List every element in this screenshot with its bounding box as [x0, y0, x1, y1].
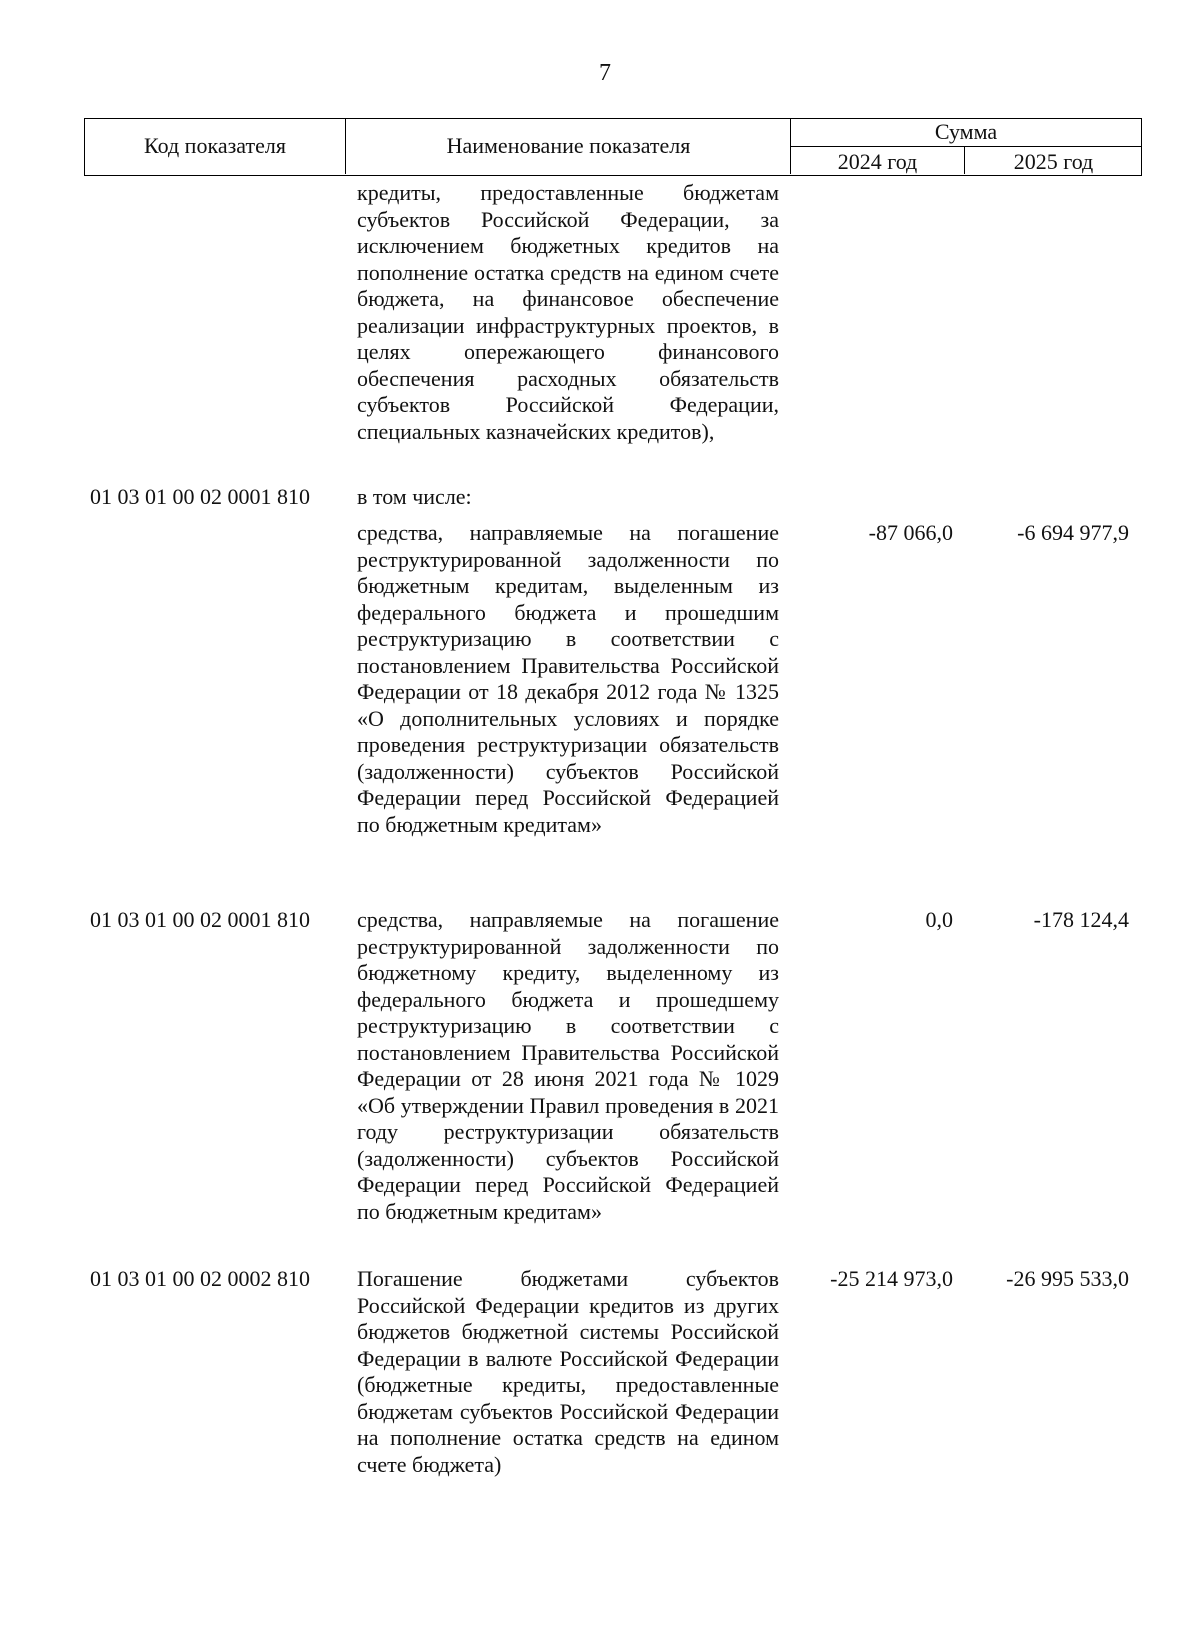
row-code: 01 03 01 00 02 0002 810 [90, 1266, 310, 1291]
header-year-2025: 2025 год [1013, 149, 1094, 174]
page-number: 7 [599, 60, 611, 86]
row-value-2025: -26 995 533,0 [1006, 1266, 1129, 1291]
header-year-2024: 2024 год [837, 149, 918, 174]
row-name: Погашение бюджетами субъектов Российской Федерации кредитов из других бюджетов бюджетной системы Российской Федерации в валюте Российской Федерации (бюджетные кредиты, предоставленные бюджетам субъектов Российской Федерации на пополнение остатка средств на едином счете бюджета) [357, 1266, 779, 1477]
row-name: средства, направляемые на погашение реструктурированной задолженности по бюджетным кредитам, выделенным из федерального бюджета и прошедшим реструктуризацию в соответствии с постановлением Правительства Российской Федерации от 18 декабря 2012 года № 1325 «О дополнительных условиях и порядке проведения реструктуризации обязательств (задолженности) субъектов Российской Федерации перед Российской Федерацией по бюджетным кредитам» [357, 520, 779, 837]
header-divider [790, 146, 1141, 147]
header-name: Наименование показателя [446, 133, 691, 158]
header-sum: Сумма [934, 119, 998, 144]
header-code: Код показателя [144, 133, 286, 158]
table-header [84, 118, 1142, 176]
row-code: 01 03 01 00 02 0001 810 [90, 907, 310, 932]
header-divider [345, 119, 346, 174]
row-value-2025: -178 124,4 [1033, 907, 1129, 932]
row-value-2024: -87 066,0 [868, 520, 953, 545]
row-name: в том числе: [357, 484, 472, 509]
header-divider [964, 147, 965, 174]
row-name: кредиты, предоставленные бюджетам субъектов Российской Федерации, за исключением бюджетных кредитов на пополнение остатка средств на едином счете бюджета, на финансовое обеспечение реализации инфраструктурных проектов, в целях опережающего финансового обеспечения расходных обязательств субъектов Российской Федерации, специальных казначейских кредитов), [357, 180, 779, 444]
row-code: 01 03 01 00 02 0001 810 [90, 484, 310, 509]
row-value-2024: 0,0 [925, 907, 953, 932]
row-value-2024: -25 214 973,0 [830, 1266, 953, 1291]
row-name: средства, направляемые на погашение реструктурированной задолженности по бюджетному кредиту, выделенному из федерального бюджета и прошедшему реструктуризацию в соответствии с постановлением Правительства Российской Федерации от 28 июня 2021 года № 1029 «Об утверждении Правил проведения в 2021 году реструктуризации обязательств (задолженности) субъектов Российской Федерации перед Российской Федерацией по бюджетным кредитам» [357, 907, 779, 1224]
row-value-2025: -6 694 977,9 [1017, 520, 1129, 545]
